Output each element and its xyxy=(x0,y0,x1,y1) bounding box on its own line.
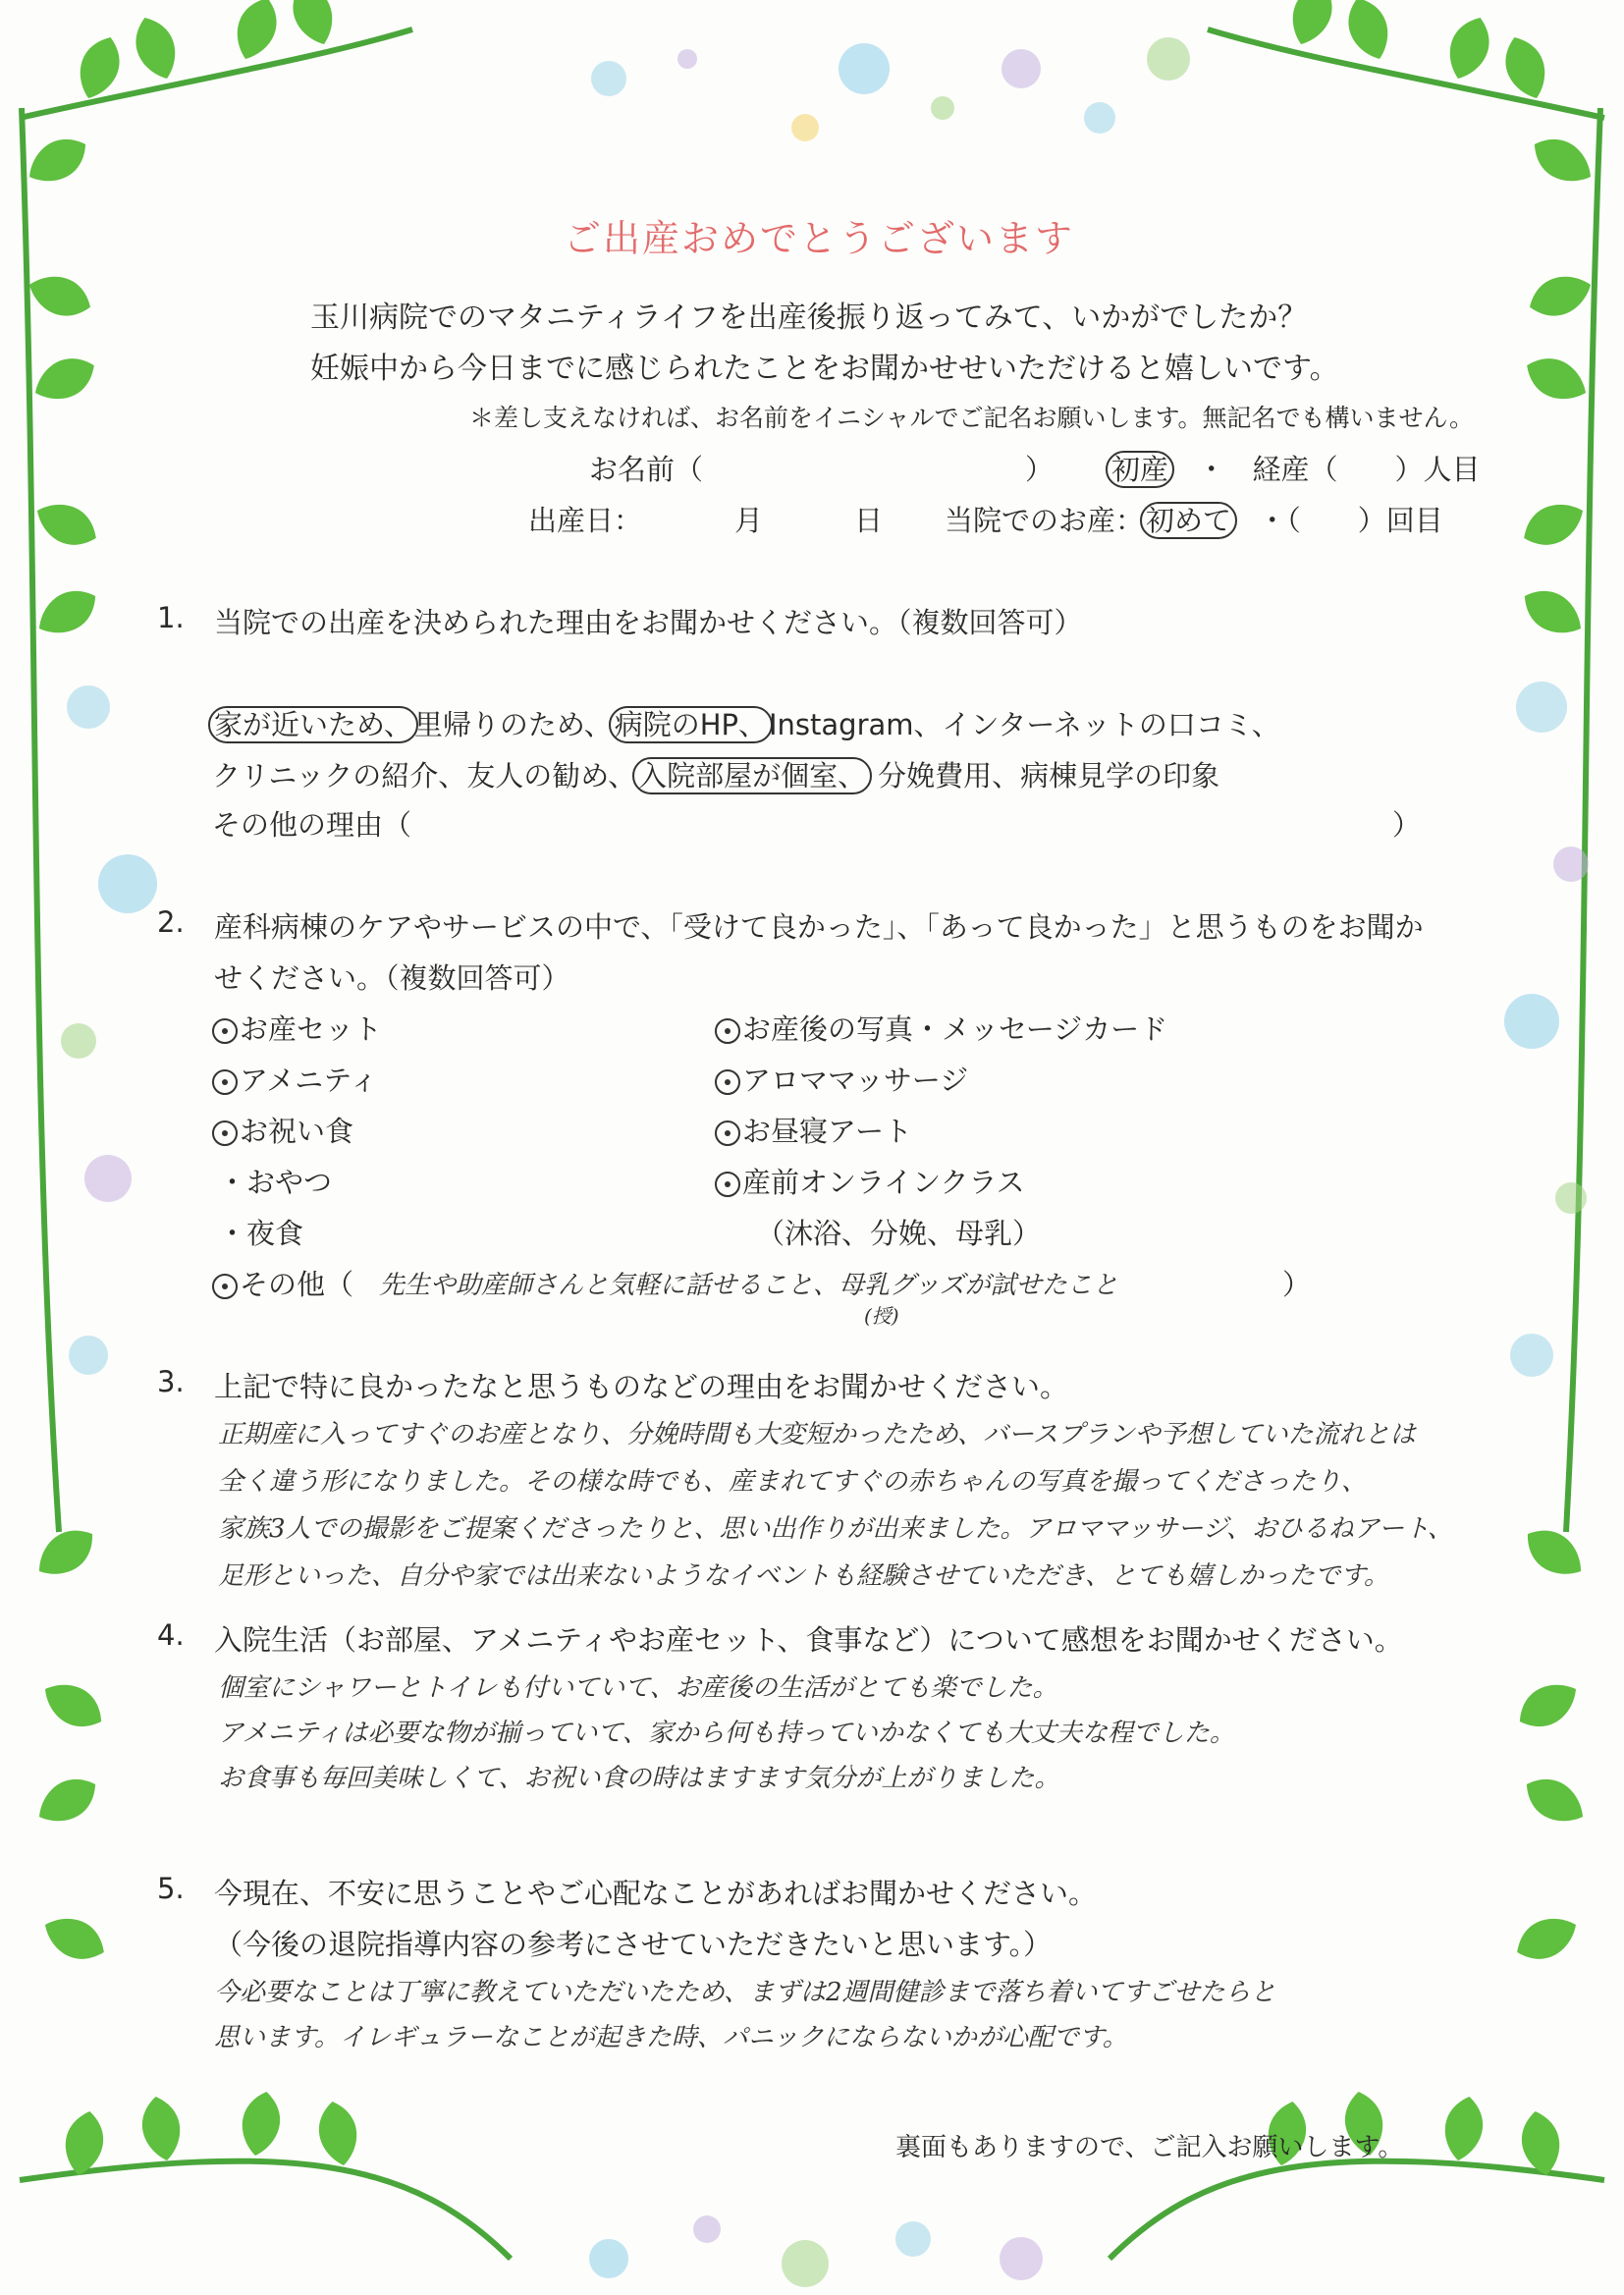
q1-option-clinic-friend[interactable]: クリニックの紹介、友人の勧め、 xyxy=(212,759,637,792)
q2-online-class-detail: （沐浴、分娩、母乳） xyxy=(756,1217,1042,1250)
q1-option-internet[interactable]: Instagram、インターネットの口コミ、 xyxy=(768,708,1280,741)
times-option[interactable]: ・（ ）回目 xyxy=(1258,504,1443,537)
q2-option-celebration-meal[interactable]: お祝い食 xyxy=(212,1110,353,1150)
q5-number: 5. xyxy=(157,1872,185,1905)
checked-dot-icon xyxy=(715,1172,740,1197)
name-field xyxy=(589,448,703,488)
q1-option-cost-tour[interactable]: 分娩費用、病棟見学の印象 xyxy=(878,759,1220,792)
q1-other-close: ） xyxy=(1392,808,1422,842)
q2-question-line-1: 産科病棟のケアやサービスの中で、「受けて良かった」、「あって良かった」と思うものをお聞か xyxy=(214,910,1424,944)
parity-field xyxy=(1110,448,1480,488)
q1-option-near-home[interactable]: 家が近いため、 xyxy=(208,706,418,743)
q2-option-photo-card[interactable]: お産後の写真・メッセージカード xyxy=(715,1008,1167,1048)
q1-number: 1. xyxy=(157,601,185,634)
q2-option-amenity[interactable]: アメニティ xyxy=(212,1059,378,1099)
separator: ・ xyxy=(1197,453,1226,486)
q2-number: 2. xyxy=(157,905,185,939)
birth-day-label: 日 xyxy=(854,504,884,537)
q2-other-close: ） xyxy=(1282,1268,1312,1301)
q2-option-aroma-massage[interactable]: アロママッサージ xyxy=(715,1059,968,1099)
q4-question: 入院生活（お部屋、アメニティやお産セット、食事など）について感想をお聞かせください。 xyxy=(214,1623,1403,1657)
q1-option-private-room[interactable]: 入院部屋が個室、 xyxy=(632,757,872,794)
checked-dot-icon xyxy=(212,1120,238,1146)
name-close: ） xyxy=(1025,453,1055,486)
q4-answer-line-1: 個室にシャワーとトイレも付いていて、お産後の生活がとても楽でした。 xyxy=(218,1673,1058,1703)
q2-option-night-meal[interactable]: ・夜食 xyxy=(218,1217,304,1250)
checked-dot-icon xyxy=(715,1069,740,1095)
q1-other-label: その他の理由（ xyxy=(212,808,412,842)
first-birth-option[interactable]: 初産 xyxy=(1106,451,1174,488)
q3-answer-line-2: 全く違う形になりました。その様な時でも、産まれてすぐの赤ちゃんの写真を撮ってくださったり、 xyxy=(218,1467,1368,1497)
checked-dot-icon xyxy=(212,1069,238,1095)
q3-question: 上記で特に良かったなと思うものなどの理由をお聞かせください。 xyxy=(214,1370,1069,1403)
checked-dot-icon xyxy=(212,1018,238,1044)
q4-answer-line-3: お食事も毎回美味しくて、お祝い食の時はますます気分が上がりました。 xyxy=(218,1764,1060,1793)
name-label: お名前（ xyxy=(589,453,704,486)
q1-options-row-1 xyxy=(212,703,1280,743)
birthdate-label: 出産日： xyxy=(528,504,643,537)
multi-birth-option[interactable]: 経産（ ）人目 xyxy=(1252,453,1481,486)
q5-question: 今現在、不安に思うことやご心配なことがあればお聞かせください。 xyxy=(214,1877,1098,1910)
page-title: ご出産おめでとうございます xyxy=(564,217,1075,260)
checked-dot-icon xyxy=(715,1018,740,1044)
q5-answer-line-1: 今必要なことは丁寧に教えていただいたため、まずは2週間健診まで落ち着いてすごせたらと xyxy=(214,1978,1276,2007)
footer-note: 裏面もありますので、ご記入お願いします。 xyxy=(895,2133,1404,2162)
intro-line-1: 玉川病院でのマタニティライフを出産後振り返ってみて、いかがでしたか？ xyxy=(310,301,1308,335)
q2-other-sub: (授) xyxy=(864,1304,899,1328)
hospital-birth-label: 当院でのお産： xyxy=(945,504,1145,537)
q4-answer-line-2: アメニティは必要な物が揃っていて、家から何も持っていかなくても大丈夫な程でした。 xyxy=(218,1719,1235,1748)
q2-option-birth-set[interactable]: お産セット xyxy=(212,1008,382,1048)
q1-option-satogaeri[interactable]: 里帰りのため、 xyxy=(413,708,613,741)
checked-dot-icon xyxy=(715,1120,740,1146)
q3-answer-line-3: 家族3人での撮影をご提案くださったりと、思い出作りが出来ました。アロママッサージ、おひるねアート、 xyxy=(218,1514,1453,1544)
birth-month-label: 月 xyxy=(734,504,764,537)
intro-line-2: 妊娠中から今日までに感じられたことをお聞かせせいただけると嬉しいです。 xyxy=(310,352,1339,386)
q3-answer-line-1: 正期産に入ってすぐのお産となり、分娩時間も大変短かったため、バースプランや予想していた流れとは xyxy=(218,1420,1416,1449)
intro-note: ＊差し支えなければ、お名前をイニシャルでご記名お願いします。無記名でも構いません。 xyxy=(469,404,1475,432)
q1-options-row-2 xyxy=(212,754,1219,794)
q2-question-line-2: せください。（複数回答可） xyxy=(214,961,570,995)
q5-subtext: （今後の退院指導内容の参考にさせていただきたいと思います。） xyxy=(214,1928,1053,1961)
first-time-option[interactable]: 初めて xyxy=(1140,502,1237,539)
q2-option-other[interactable]: その他（ xyxy=(212,1263,353,1303)
q1-question: 当院での出産を決められた理由をお聞かせください。（複数回答可） xyxy=(214,606,1083,639)
q3-number: 3. xyxy=(157,1365,185,1398)
q2-other-answer: 先生や助産師さんと気軽に話せること、母乳グッズが試せたこと xyxy=(379,1271,1118,1300)
q5-answer-line-2: 思います。イレギュラーなことが起きた時、パニックにならないかが心配です。 xyxy=(214,2023,1128,2052)
q2-option-snack[interactable]: ・おやつ xyxy=(218,1166,333,1199)
checked-dot-icon xyxy=(212,1274,238,1299)
q3-answer-line-4: 足形といった、自分や家では出来ないようなイベントも経験させていただき、とても嬉しかったです。 xyxy=(218,1561,1389,1591)
hospital-birth-field xyxy=(945,499,1443,539)
q4-number: 4. xyxy=(157,1618,185,1652)
q2-option-online-class[interactable]: 産前オンラインクラス xyxy=(715,1161,1025,1201)
q2-option-nap-art[interactable]: お昼寝アート xyxy=(715,1110,912,1150)
q1-option-hospital-hp[interactable]: 病院のHP、 xyxy=(609,706,773,743)
